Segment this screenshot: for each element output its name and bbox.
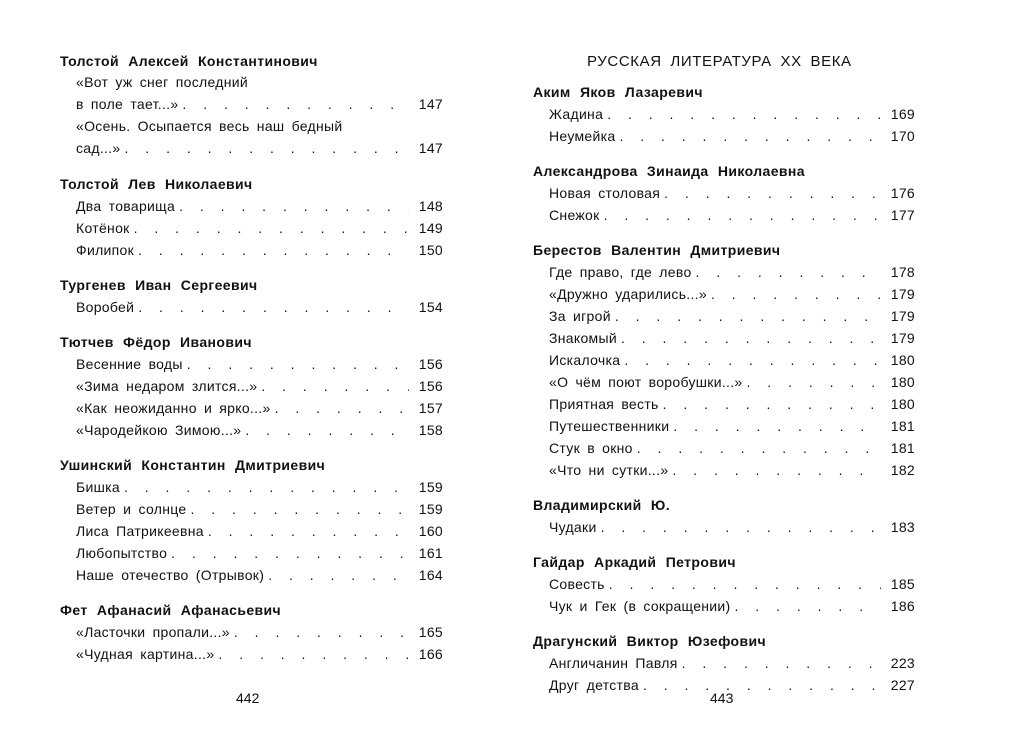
dot-leader <box>264 564 409 586</box>
dot-leader <box>615 125 881 147</box>
author-heading: Толстой Алексей Константинович <box>60 53 318 69</box>
entry-page-number: 169 <box>890 106 915 122</box>
dot-leader <box>257 375 409 397</box>
toc-entry[interactable] <box>549 573 915 595</box>
dot-leader <box>121 138 409 160</box>
entry-title: Бишка <box>76 479 120 495</box>
entry-title: Наше отечество (Отрывок) <box>76 567 265 583</box>
dot-leader <box>241 419 409 441</box>
toc-entry[interactable] <box>76 116 443 160</box>
entry-page-number: 161 <box>418 545 443 561</box>
entry-title: Филипок <box>76 242 135 258</box>
dot-leader <box>204 520 409 542</box>
dot-leader <box>186 498 409 520</box>
dot-leader <box>617 327 881 349</box>
author-heading: Александрова Зинаида Николаевна <box>533 163 805 179</box>
toc-entry[interactable] <box>76 375 443 397</box>
author-heading: Фет Афанасий Афанасьевич <box>60 602 282 618</box>
toc-entry[interactable] <box>549 125 915 147</box>
entry-page-number: 186 <box>890 598 915 614</box>
dot-leader <box>214 643 409 665</box>
entry-page-number: 170 <box>890 128 915 144</box>
dot-leader <box>692 261 881 283</box>
dot-leader <box>660 182 881 204</box>
dot-leader <box>230 621 409 643</box>
dot-leader <box>134 239 409 261</box>
dot-leader <box>130 217 409 239</box>
entry-page-number: 180 <box>890 396 915 412</box>
dot-leader <box>633 437 881 459</box>
entry-page-number: 148 <box>418 198 443 214</box>
entry-title: Котёнок <box>76 220 130 236</box>
entry-title: «Вот уж снег последний <box>76 74 248 90</box>
entry-page-number: 159 <box>418 479 443 495</box>
entry-page-number: 156 <box>418 378 443 394</box>
entry-title: Новая столовая <box>549 185 661 201</box>
entry-title: Любопытство <box>76 545 168 561</box>
toc-entry[interactable] <box>76 621 443 643</box>
entry-page-number: 223 <box>890 655 915 671</box>
entry-title: Приятная весть <box>549 396 659 412</box>
dot-leader <box>597 516 881 538</box>
entry-title: Путешественники <box>549 418 670 434</box>
entry-page-number: 158 <box>418 422 443 438</box>
entry-title: «Дружно ударились...» <box>549 286 707 302</box>
page-number-left: 442 <box>236 690 260 706</box>
toc-entry[interactable] <box>549 204 915 226</box>
entry-page-number: 179 <box>890 330 915 346</box>
entry-title: Чук и Гек (в сокращении) <box>549 598 731 614</box>
entry-page-number: 181 <box>890 418 915 434</box>
author-heading: Ушинский Константин Дмитриевич <box>60 457 326 473</box>
entry-page-number: 180 <box>890 352 915 368</box>
dot-leader <box>678 652 881 674</box>
author-heading: Берестов Валентин Дмитриевич <box>533 242 781 258</box>
toc-entry[interactable] <box>549 393 915 415</box>
entry-page-number: 149 <box>418 220 443 236</box>
entry-title: Весенние воды <box>76 356 183 372</box>
toc-entry[interactable] <box>549 182 915 204</box>
entry-title: Где право, где лево <box>549 264 692 280</box>
dot-leader <box>600 204 881 226</box>
entry-page-number: 147 <box>418 140 443 156</box>
page-number-right: 443 <box>710 690 734 706</box>
entry-title: Друг детства <box>549 677 639 693</box>
toc-entry[interactable] <box>76 542 443 564</box>
entry-page-number: 159 <box>418 501 443 517</box>
dot-leader <box>175 195 409 217</box>
entry-page-number: 164 <box>418 567 443 583</box>
toc-entry[interactable] <box>549 371 915 393</box>
dot-leader <box>603 103 881 125</box>
toc-entry[interactable] <box>76 195 443 217</box>
entry-page-number: 150 <box>418 242 443 258</box>
entry-title: «Как неожиданно и ярко...» <box>76 400 271 416</box>
left-contents-list <box>60 50 443 665</box>
dot-leader <box>271 397 409 419</box>
toc-entry[interactable] <box>76 419 443 441</box>
entry-title: За игрой <box>549 308 611 324</box>
entry-title: Воробей <box>76 299 135 315</box>
dot-leader <box>731 595 881 617</box>
entry-page-number: 180 <box>890 374 915 390</box>
entry-page-number: 157 <box>418 400 443 416</box>
toc-entry[interactable] <box>549 437 915 459</box>
entry-page-number: 182 <box>890 462 915 478</box>
dot-leader <box>611 305 881 327</box>
dot-leader <box>659 393 881 415</box>
dot-leader <box>707 283 881 305</box>
toc-entry[interactable] <box>76 498 443 520</box>
dot-leader <box>178 94 409 116</box>
dot-leader <box>167 542 409 564</box>
author-heading: Тютчев Фёдор Иванович <box>60 334 252 350</box>
entry-page-number: 227 <box>890 677 915 693</box>
dot-leader <box>620 349 881 371</box>
toc-entry[interactable] <box>549 349 915 371</box>
entry-page-number: 147 <box>418 96 443 112</box>
entry-title: сад...» <box>76 140 121 156</box>
entry-title: «Зима недаром злится...» <box>76 378 258 394</box>
author-heading: Драгунский Виктор Юзефович <box>533 633 767 649</box>
entry-page-number: 156 <box>418 356 443 372</box>
entry-title: в поле тает...» <box>76 96 179 112</box>
entry-title: Стук в окно <box>549 440 633 456</box>
entry-title: Лиса Патрикеевна <box>76 523 204 539</box>
entry-title: Неумейка <box>549 128 616 144</box>
entry-page-number: 176 <box>890 185 915 201</box>
dot-leader <box>120 476 409 498</box>
author-heading: Гайдар Аркадий Петрович <box>533 554 736 570</box>
entry-title: «Осень. Осыпается весь наш бедный <box>76 118 343 134</box>
toc-entry[interactable] <box>549 103 915 125</box>
entry-title: Совесть <box>549 576 605 592</box>
toc-entry[interactable] <box>549 283 915 305</box>
entry-page-number: 181 <box>890 440 915 456</box>
author-heading: Владимирский Ю. <box>533 497 671 513</box>
toc-entry[interactable] <box>76 217 443 239</box>
entry-title: Искалочка <box>549 352 621 368</box>
toc-entry[interactable] <box>76 296 443 318</box>
toc-entry[interactable] <box>549 415 915 437</box>
toc-entry[interactable] <box>76 643 443 665</box>
entry-page-number: 177 <box>890 207 915 223</box>
entry-title: Чудаки <box>549 519 597 535</box>
dot-leader <box>605 573 881 595</box>
entry-page-number: 178 <box>890 264 915 280</box>
entry-title: Ветер и солнце <box>76 501 187 517</box>
entry-page-number: 179 <box>890 308 915 324</box>
entry-page-number: 185 <box>890 576 915 592</box>
author-heading: Толстой Лев Николаевич <box>60 176 253 192</box>
entry-title: Англичанин Павля <box>549 655 678 671</box>
toc-entry[interactable] <box>76 564 443 586</box>
entry-title: «Ласточки пропали...» <box>76 624 230 640</box>
entry-page-number: 154 <box>418 299 443 315</box>
entry-title: Жадина <box>549 106 604 122</box>
dot-leader <box>743 371 881 393</box>
dot-leader <box>669 415 881 437</box>
toc-entry[interactable] <box>76 72 443 116</box>
dot-leader <box>134 296 409 318</box>
toc-entry[interactable] <box>549 327 915 349</box>
toc-entry[interactable] <box>549 459 915 481</box>
dot-leader <box>639 674 881 696</box>
toc-entry[interactable] <box>76 397 443 419</box>
toc-entry[interactable] <box>76 239 443 261</box>
author-heading: Аким Яков Лазаревич <box>533 84 703 100</box>
toc-entry[interactable] <box>549 516 915 538</box>
entry-page-number: 165 <box>418 624 443 640</box>
dot-leader <box>183 353 409 375</box>
dot-leader <box>668 459 881 481</box>
toc-entry[interactable] <box>76 353 443 375</box>
entry-page-number: 160 <box>418 523 443 539</box>
entry-page-number: 179 <box>890 286 915 302</box>
entry-title: «Чародейкою Зимою...» <box>76 422 242 438</box>
entry-page-number: 183 <box>890 519 915 535</box>
entry-title: «Что ни сутки...» <box>549 462 669 478</box>
toc-entry[interactable] <box>76 520 443 542</box>
running-head: РУССКАЯ ЛИТЕРАТУРА XX ВЕКА <box>587 53 852 70</box>
right-contents-list <box>533 81 915 696</box>
toc-entry[interactable] <box>549 595 915 617</box>
toc-entry[interactable] <box>76 476 443 498</box>
entry-title: Два товарища <box>76 198 176 214</box>
author-heading: Тургенев Иван Сергеевич <box>60 277 258 293</box>
toc-entry[interactable] <box>549 652 915 674</box>
toc-entry[interactable] <box>549 261 915 283</box>
entry-title: Снежок <box>549 207 600 223</box>
entry-title: «Чудная картина...» <box>76 646 215 662</box>
entry-title: «О чём поют воробушки...» <box>549 374 743 390</box>
entry-page-number: 166 <box>418 646 443 662</box>
entry-title: Знакомый <box>549 330 617 346</box>
toc-entry[interactable] <box>549 305 915 327</box>
